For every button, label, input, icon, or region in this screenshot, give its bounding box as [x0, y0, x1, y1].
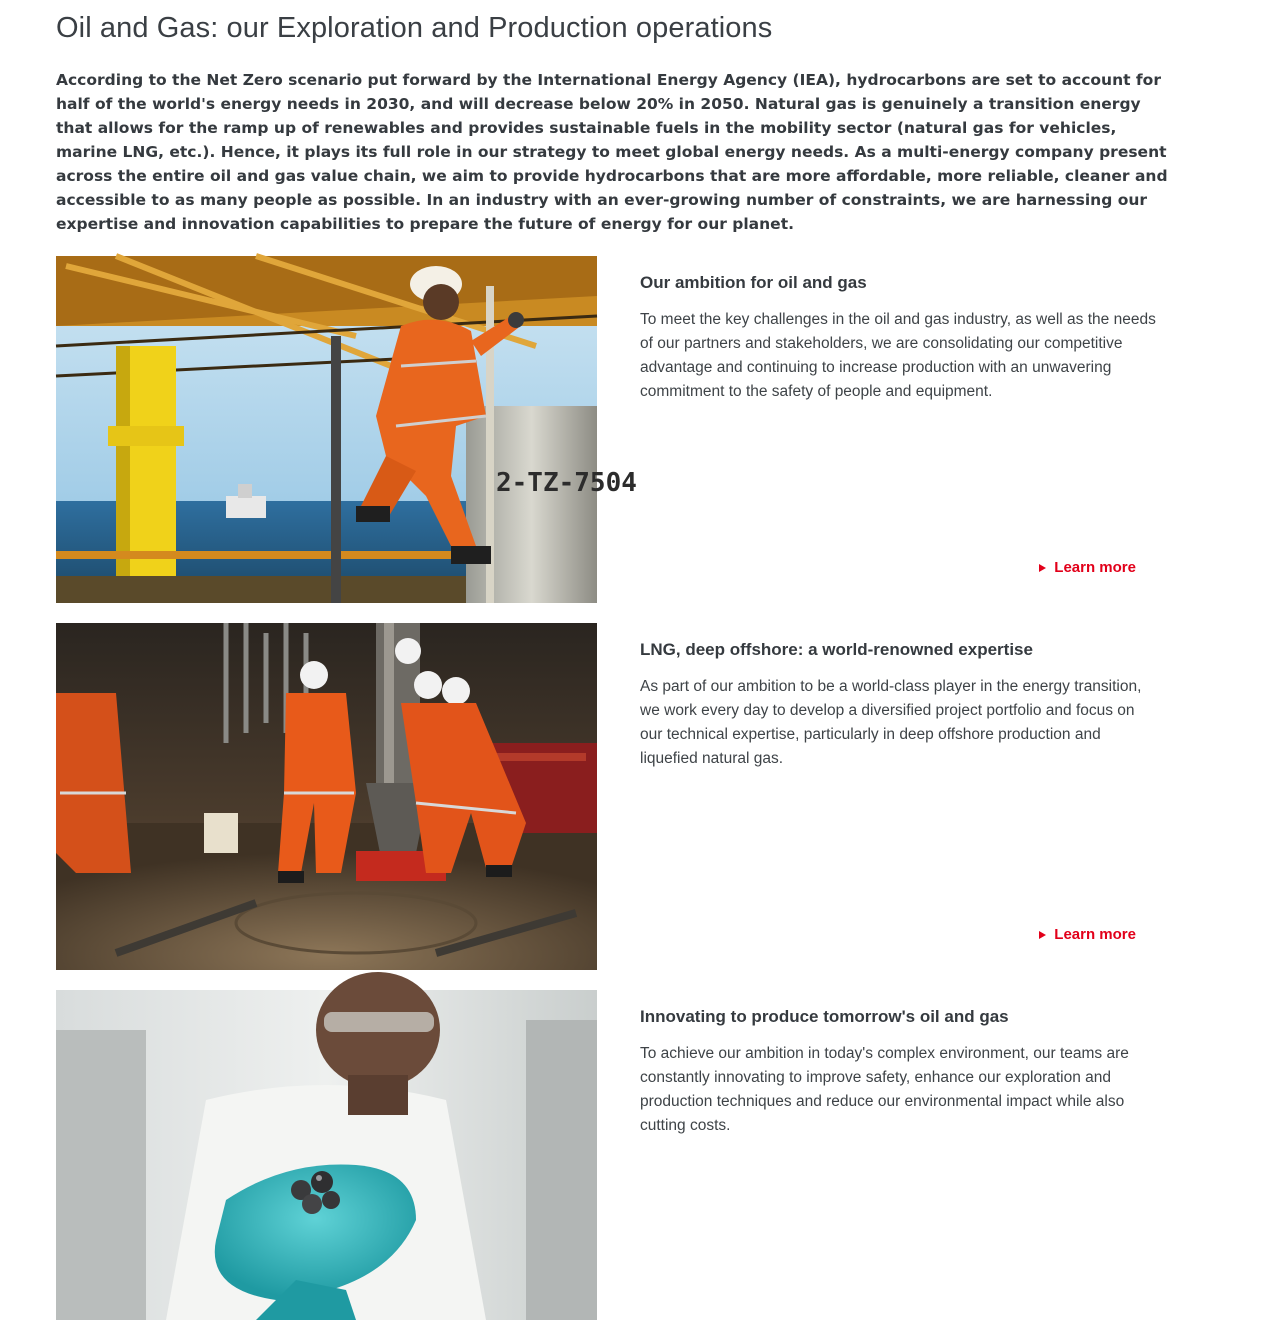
- tank-label: 2-TZ-7504: [496, 468, 637, 498]
- learn-more-label: Learn more: [1054, 926, 1136, 943]
- section-title: LNG, deep offshore: a world-renowned expertise: [640, 640, 1033, 659]
- intro-paragraph: According to the Net Zero scenario put forward by the International Energy Agency (IEA), hydrocarbons are set to account for half of the world's energy needs in 2030, and will decrease below 20% in 2050. Natural gas is genuinely a transition energy that allows for the ramp up of renewables and provides sustainable fuels in the mobility sector (natural gas for vehicles, marine LNG, etc.). Hence, it plays its full role in our strategy to meet global energy needs. As a multi-energy company present across the entire oil and gas value chain, we aim to provide hydrocarbons that are more affordable, more reliable, cleaner and accessible to as many people as possible. In an industry with an ever-growing number of constraints, we are harnessing our expertise and innovation capabilities to prepare the future of energy for our planet.: [56, 71, 1168, 233]
- section-text: [640, 1006, 1160, 1138]
- section-body: To meet the key challenges in the oil and gas industry, as well as the needs of our partners and stakeholders, we are consolidating our competitive advantage and continuing to increase production with an unwavering commitment to the safety of people and equipment.: [640, 311, 1156, 400]
- section-text: [640, 639, 1160, 771]
- section-text: [640, 272, 1160, 404]
- section-lng-deep-offshore: [56, 623, 1216, 970]
- learn-more-link[interactable]: [1039, 559, 1136, 576]
- section-title: Our ambition for oil and gas: [640, 273, 867, 292]
- learn-more-label: Learn more: [1054, 559, 1136, 576]
- offshore-worker-photo: [56, 256, 637, 603]
- section-body: As part of our ambition to be a world-class player in the energy transition, we work every day to develop a diversified project portfolio and focus on our technical expertise, particularly in deep offshore production and liquefied natural gas.: [640, 678, 1142, 767]
- lab-researcher-photo: [56, 990, 597, 1320]
- drilling-crew-photo: [56, 623, 597, 970]
- section-oil-gas-ambition: [56, 256, 1216, 603]
- section-body: To achieve our ambition in today's complex environment, our teams are constantly innovating to improve safety, enhance our exploration and production techniques and reduce our environmental impact while also cutting costs.: [640, 1045, 1129, 1134]
- section-title: Innovating to produce tomorrow's oil and gas: [640, 1007, 1009, 1026]
- drilling-crew-image: [56, 623, 597, 970]
- triangle-right-icon: [1039, 931, 1046, 939]
- learn-more-link[interactable]: [1039, 926, 1136, 943]
- section-innovation: [56, 990, 1216, 1292]
- lab-researcher-image: [56, 990, 597, 1320]
- page-title: Oil and Gas: our Exploration and Production operations: [56, 12, 773, 44]
- triangle-right-icon: [1039, 564, 1046, 572]
- offshore-worker-image: [56, 256, 637, 603]
